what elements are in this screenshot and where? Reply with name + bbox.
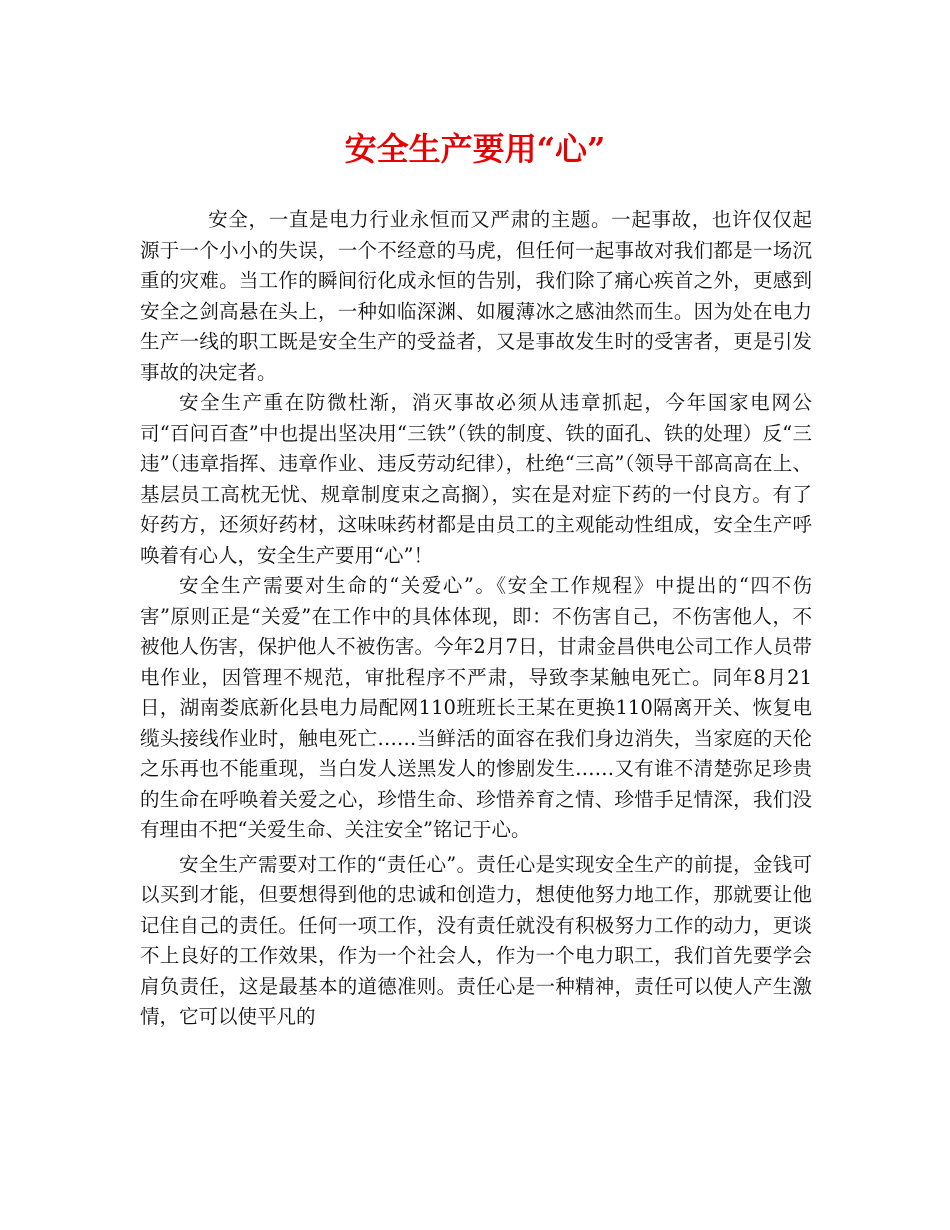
document-title: 安全生产要用“心” — [344, 130, 606, 168]
paragraph-4: 安全生产需要对工作的“责任心”。责任心是实现安全生产的前提，金钱可以买到才能，但要想得到他的忠诚和创造力，想使他努力地工作，那就要让他记住自己的责任。任何一项工作，没有责任就没有积极努力工作的动力，更谈不上良好的工作效果，作为一个社会人，作为一个电力职工，我们首先要学会肩负责任，这是最基本的道德准则。责任心是一种精神，责任可以使人产生激情，它可以使平凡的 — [140, 852, 812, 1028]
paragraph-1: 安全，一直是电力行业永恒而又严肃的主题。一起事故，也许仅仅起源于一个小小的失误，一个不经意的马虎，但任何一起事故对我们都是一场沉重的灾难。当工作的瞬间衍化成永恒的告别，我们除了痛心疾首之外，更感到安全之剑高悬在头上，一种如临深渊、如履薄冰之感油然而生。因为处在电力生产一线的职工既是安全生产的受益者，又是事故发生时的受害者，更是引发事故的决定者。 — [140, 208, 812, 384]
paragraph-3: 安全生产需要对生命的“关爱心”。《安全工作规程》中提出的“四不伤害”原则正是“关爱”在工作中的具体体现，即：不伤害自己，不伤害他人，不被他人伤害，保护他人不被伤害。今年2月7日，甘肃金昌供电公司工作人员带电作业，因管理不规范，审批程序不严肃，导致李某触电死亡。同年8月21日，湖南娄底新化县电力局配网110班班长王某在更换110隔离开关、恢复电缆头接线作业时，触电死亡……当鲜活的面容在我们身边消失，当家庭的天伦之乐再也不能重现，当白发人送黑发人的惨剧发生……又有谁不清楚弥足珍贵的生命在呼唤着关爱之心，珍惜生命、珍惜养育之情、珍惜手足情深，我们没有理由不把“关爱生命、关注安全”铭记于心。 — [140, 574, 812, 841]
paragraph-2: 安全生产重在防微杜渐，消灭事故必须从违章抓起，今年国家电网公司“百问百查”中也提出坚决用“三铁”（铁的制度、铁的面孔、铁的处理）反“三违”（违章指挥、违章作业、违反劳动纪律），杜绝“三高”（领导干部高高在上、基层员工高枕无忧、规章制度束之高搁），实在是对症下药的一付良方。有了好药方，还须好药材，这味味药材都是由员工的主观能动性组成，安全生产呼唤着有心人，安全生产要用“心”！ — [140, 391, 812, 567]
document-body — [140, 205, 812, 1033]
